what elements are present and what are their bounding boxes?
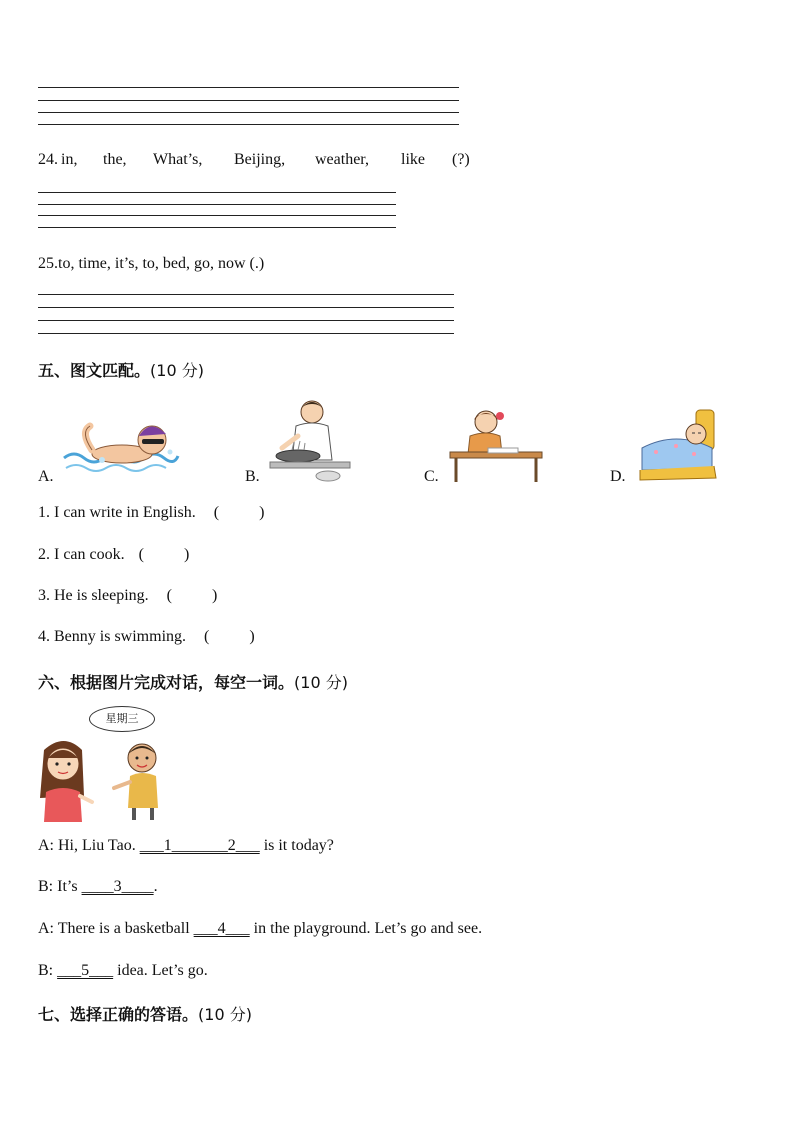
match-sentence: 2. I can cook. [38,546,125,563]
answer-line [38,227,396,228]
answer-line [38,215,396,216]
cooking-woman-picture [268,396,354,484]
section-title: 七、选择正确的答语。 [38,1005,199,1024]
scrambled-word: like [401,151,425,168]
answer-line [38,112,459,113]
dialogue-text: . [153,878,158,895]
scrambled-word: (?) [452,151,470,168]
fill-blank[interactable]: ___4___ [193,920,250,937]
answer-line [38,333,454,334]
section-6-heading [38,670,348,693]
question-24 [38,151,478,171]
match-item-4 [38,628,255,646]
section-score: (10 分) [198,1005,252,1024]
match-item-2 [38,546,189,564]
section-5-heading [38,358,204,381]
dialogue-text: There is a basketball [57,920,190,937]
scrambled-word: Beijing, [234,151,286,168]
match-sentence: 1. I can write in English. [38,504,196,521]
match-item-3 [38,587,217,605]
section-score: (10 分) [294,673,348,692]
answer-line [38,320,454,321]
fill-blank[interactable]: ___1_______2___ [139,837,260,854]
option-label-b: B. [245,468,260,485]
dialogue-line-1 [38,837,334,855]
dialogue-line-3 [38,920,482,938]
section-7-heading [38,1002,252,1025]
dialogue-text: idea. Let’s go. [117,962,208,979]
answer-line [38,192,396,193]
option-label-d: D. [610,468,626,485]
speech-bubble: 星期三 [89,706,155,732]
answer-line [38,87,459,88]
section-title: 五、图文匹配。 [38,361,151,380]
answer-paren[interactable]: ( ) [204,628,255,645]
dialogue-line-2 [38,878,158,896]
option-label-c: C. [424,468,439,485]
answer-paren[interactable]: ( ) [138,546,190,563]
girl-and-boy-picture [36,736,170,822]
question-25: 25.to, time, it’s, to, bed, go, now (.) [38,255,265,272]
answer-line [38,294,454,295]
swimming-boy-picture [62,410,180,480]
answer-paren[interactable]: ( ) [213,504,265,521]
fill-blank[interactable]: ____3____ [81,878,154,895]
speaker-label: B: [38,878,54,895]
dialogue-text: in the playground. Let’s go and see. [253,920,483,937]
writing-girl-picture [448,404,544,484]
dialogue-text: is it today? [263,837,334,854]
section-title: 六、根据图片完成对话，每空一词。 [38,673,295,692]
scrambled-word: What’s, [153,151,203,168]
sleeping-boy-picture [636,408,720,482]
scrambled-word: in, [61,151,78,168]
section-score: (10 分) [150,361,204,380]
fill-blank[interactable]: ___5___ [57,962,114,979]
speaker-label: A: [38,920,54,937]
scrambled-word: weather, [315,151,369,168]
dialogue-line-4 [38,962,208,980]
match-item-1 [38,504,264,522]
answer-line [38,204,396,205]
match-sentence: 3. He is sleeping. [38,587,149,604]
answer-line [38,100,459,101]
dialogue-text: It’s [57,878,78,895]
answer-line [38,124,459,125]
speaker-label: A: [38,837,54,854]
option-label-a: A. [38,468,54,485]
scrambled-word: the, [103,151,127,168]
answer-paren[interactable]: ( ) [166,587,218,604]
speaker-label: B: [38,962,54,979]
answer-line [38,307,454,308]
question-number: 24. [38,151,58,168]
match-sentence: 4. Benny is swimming. [38,628,187,645]
dialogue-text: Hi, Liu Tao. [58,837,136,854]
